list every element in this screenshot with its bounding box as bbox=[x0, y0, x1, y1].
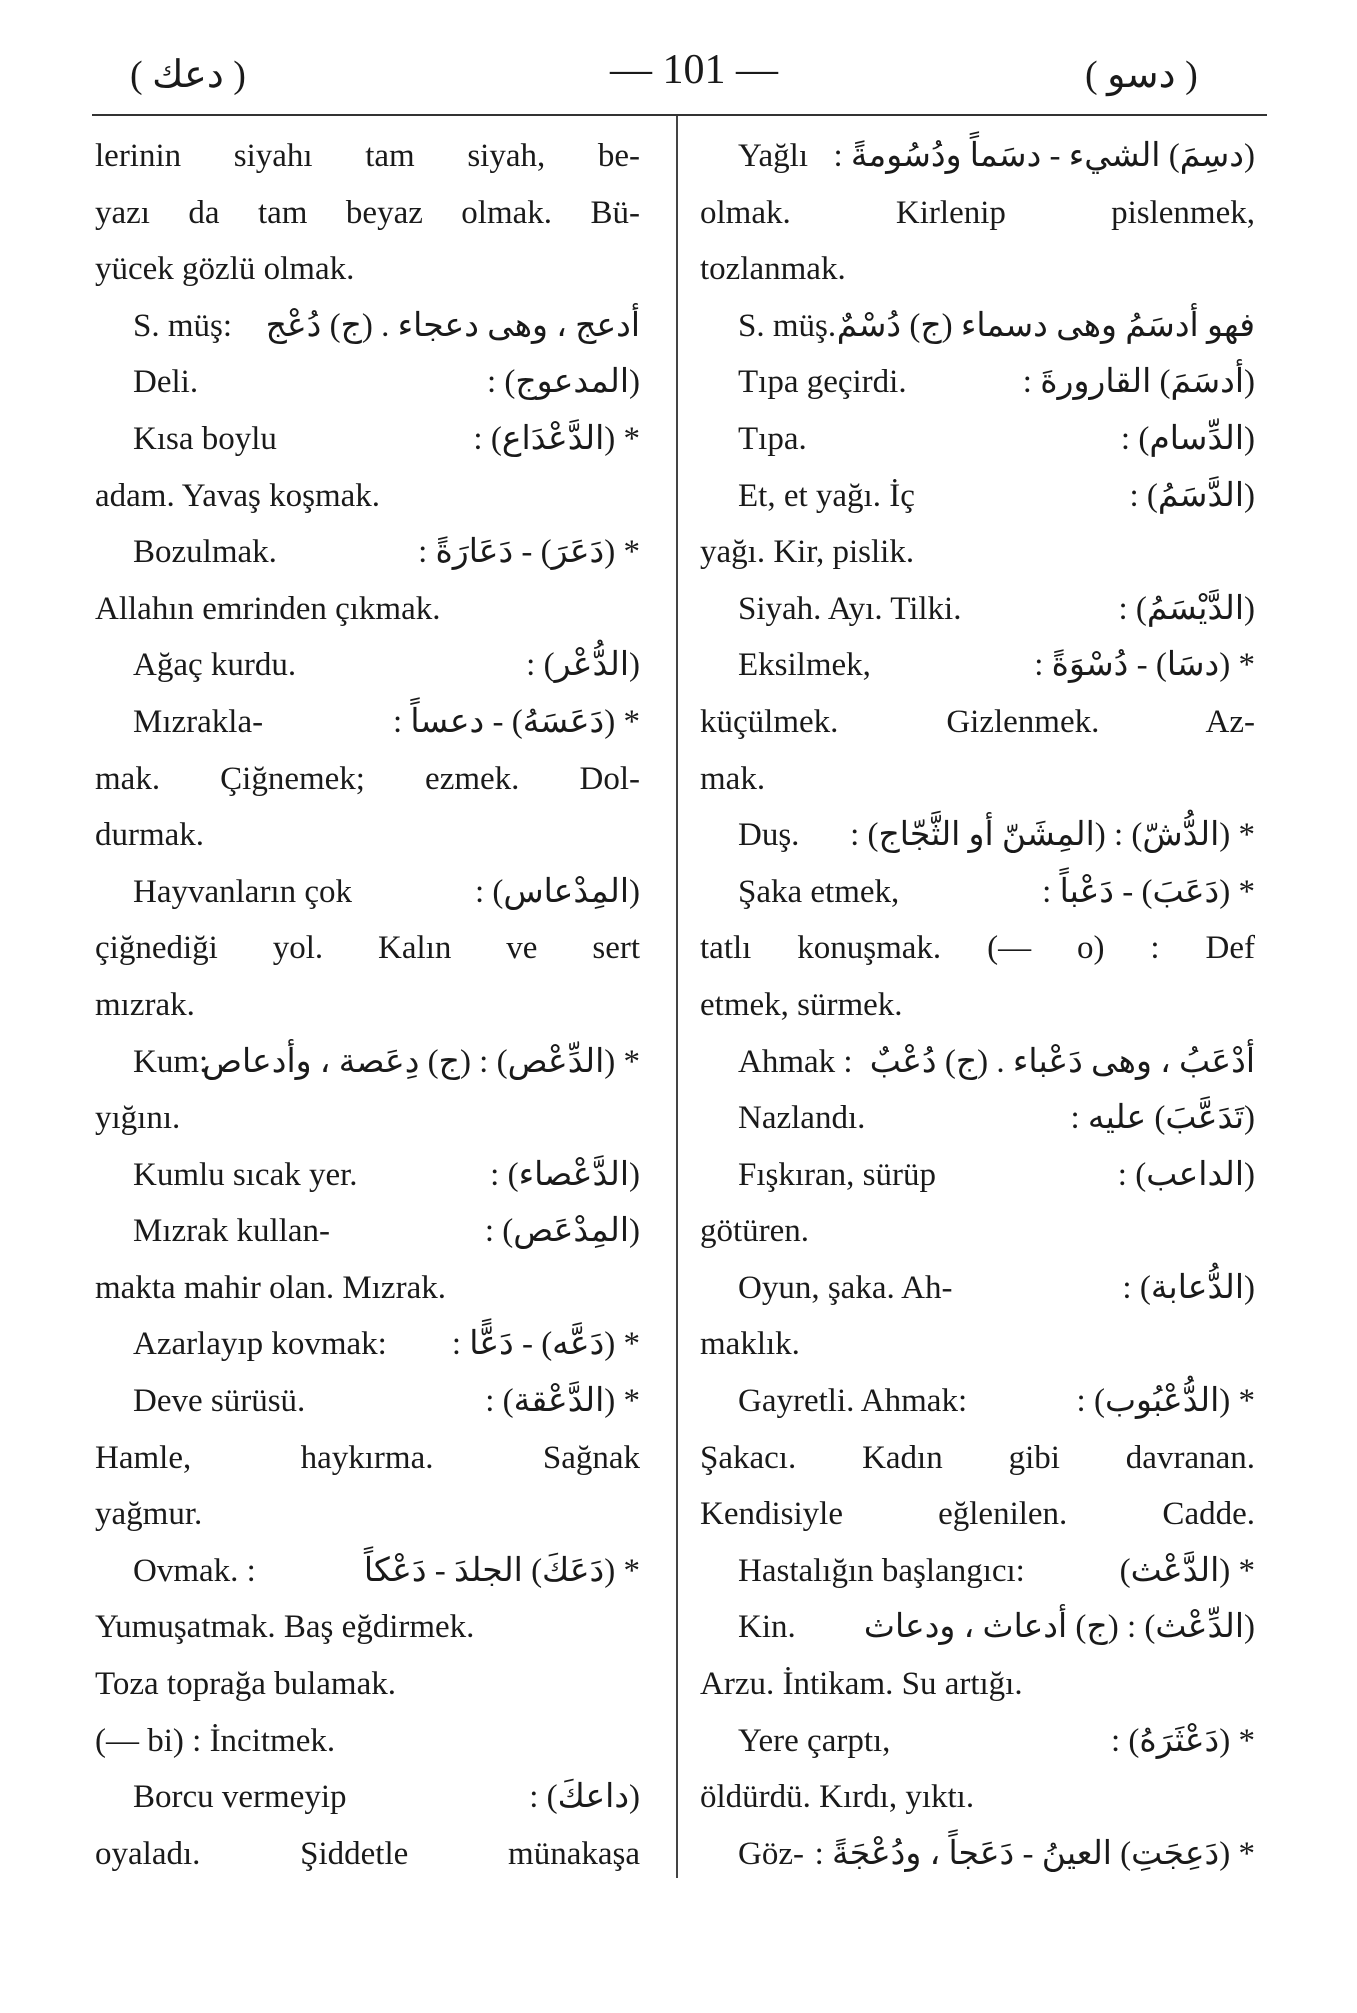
dictionary-line bbox=[95, 807, 640, 864]
dictionary-line bbox=[700, 1260, 1255, 1317]
entry-text: Yere çarptı, bbox=[738, 1722, 891, 1759]
dictionary-line bbox=[700, 298, 1255, 355]
entry-text: Deli. bbox=[133, 364, 199, 401]
arabic-headword: * (الدِّعْص) : (ج) دِعَصة ، وأدعاص bbox=[202, 1043, 640, 1080]
entry-text: Tıpa. bbox=[738, 420, 807, 457]
entry-text: Duş. bbox=[738, 817, 800, 854]
arabic-headword: (الدِّعْث) : (ج) أدعاث ، ودعاث bbox=[863, 1609, 1255, 1646]
entry-text: Arzu. İntikam. Su artığı. bbox=[700, 1666, 1023, 1703]
dictionary-line bbox=[700, 411, 1255, 468]
dictionary-line bbox=[700, 1090, 1255, 1147]
dictionary-line bbox=[700, 1203, 1255, 1260]
arabic-headword: (المدعوج) : bbox=[486, 364, 640, 401]
entry-text: Kin. bbox=[738, 1609, 796, 1646]
entry-text: yığını. bbox=[95, 1100, 181, 1137]
arabic-headword: * (الدَّعْدَاع) : bbox=[473, 420, 640, 457]
entry-text: S. müş: bbox=[133, 307, 233, 344]
dictionary-line bbox=[95, 1203, 640, 1260]
entry-text: Borcu vermeyip bbox=[133, 1779, 347, 1816]
dictionary-line bbox=[95, 1260, 640, 1317]
entry-text: Yumuşatmak. Baş eğdirmek. bbox=[95, 1609, 475, 1646]
entry-text: S. müş. bbox=[738, 307, 837, 344]
entry-text: (— bi) : İncitmek. bbox=[95, 1722, 336, 1759]
entry-text: etmek, sürmek. bbox=[700, 986, 903, 1023]
entry-text: olmak. Kirlenip pislenmek, bbox=[700, 194, 1255, 231]
entry-text: Siyah. Ayı. Tilki. bbox=[738, 590, 962, 627]
entry-text: yağı. Kir, pislik. bbox=[700, 534, 915, 571]
arabic-headword: أدعج ، وهى دعجاء . (ج) دُعْج bbox=[265, 307, 640, 344]
dictionary-line bbox=[95, 411, 640, 468]
entry-text: oyaladı. Şiddetle münakaşa bbox=[95, 1835, 640, 1872]
entry-text: öldürdü. Kırdı, yıktı. bbox=[700, 1779, 975, 1816]
entry-text: küçülmek. Gizlenmek. Az- bbox=[700, 703, 1255, 740]
entry-text: Fışkıran, sürüp bbox=[738, 1156, 936, 1193]
dictionary-line bbox=[700, 864, 1255, 921]
dictionary-line bbox=[95, 694, 640, 751]
dictionary-line bbox=[95, 1430, 640, 1487]
entry-text: Kendisiyle eğlenilen. Cadde. bbox=[700, 1496, 1255, 1533]
arabic-headword: * (دَعَكَ) الجلدَ - دَعْكاً bbox=[363, 1552, 640, 1589]
dictionary-line bbox=[700, 128, 1255, 185]
arabic-headword: فهو أدسَمُ وهى دسماء (ج) دُسْمٌ bbox=[836, 307, 1255, 344]
arabic-headword: (الداعب) : bbox=[1117, 1156, 1255, 1193]
entry-text: durmak. bbox=[95, 817, 205, 854]
entry-text: Hastalığın başlangıcı: bbox=[738, 1552, 1025, 1589]
arabic-headword: (داعكَ) : bbox=[529, 1779, 640, 1816]
dictionary-line bbox=[700, 1430, 1255, 1487]
entry-text: götüren. bbox=[700, 1213, 810, 1250]
entry-text: yücek gözlü olmak. bbox=[95, 251, 355, 288]
entry-text: Hayvanların çok bbox=[133, 873, 352, 910]
dictionary-line bbox=[95, 468, 640, 525]
dictionary-line bbox=[95, 637, 640, 694]
dictionary-line bbox=[700, 1486, 1255, 1543]
arabic-headword: * (دَعَرَ) - دَعَارَةً : bbox=[418, 534, 640, 571]
entry-text: Ovmak. : bbox=[133, 1552, 256, 1589]
entry-text: Yağlı bbox=[738, 138, 809, 174]
dictionary-line bbox=[700, 1599, 1255, 1656]
entry-text: maklık. bbox=[700, 1326, 800, 1363]
entry-text: Gayretli. Ahmak: bbox=[738, 1383, 968, 1420]
entry-text: Kumlu sıcak yer. bbox=[133, 1156, 358, 1193]
header-rule bbox=[92, 114, 1267, 116]
entry-text: mızrak. bbox=[95, 986, 195, 1023]
arabic-headword: (الدَّيْسَمُ) : bbox=[1118, 590, 1255, 627]
arabic-headword: (الدَّسَمُ) : bbox=[1129, 477, 1255, 514]
dictionary-line bbox=[700, 1147, 1255, 1204]
column-divider bbox=[676, 116, 678, 1878]
entry-text: Ağaç kurdu. bbox=[133, 647, 297, 684]
dictionary-line bbox=[700, 807, 1255, 864]
arabic-headword: (الدُّعْر) : bbox=[526, 647, 640, 684]
entry-text: Bozulmak. bbox=[133, 534, 277, 571]
dictionary-line bbox=[95, 1090, 640, 1147]
header-left-guide-word: ( دعك ) bbox=[130, 54, 246, 96]
dictionary-line bbox=[700, 524, 1255, 581]
dictionary-line bbox=[95, 1826, 640, 1883]
arabic-headword: (الدَّعْصاء) : bbox=[490, 1156, 640, 1193]
right-column bbox=[700, 128, 1255, 1882]
arabic-headword: * (الدُّعْبُوب) : bbox=[1076, 1383, 1255, 1420]
dictionary-line bbox=[95, 1769, 640, 1826]
entry-text: Azarlayıp kovmak: bbox=[133, 1326, 387, 1363]
entry-text: yağmur. bbox=[95, 1496, 203, 1533]
dictionary-line bbox=[95, 241, 640, 298]
arabic-headword: * (دسَا) - دُسْوَةً : bbox=[1034, 647, 1255, 684]
header-right-guide-word: ( دسو ) bbox=[1085, 54, 1198, 96]
entry-text: Eksilmek, bbox=[738, 647, 871, 684]
entry-text: adam. Yavaş koşmak. bbox=[95, 477, 381, 514]
arabic-headword: (أدسَمَ) القارورةَ : bbox=[1022, 364, 1255, 401]
page-header bbox=[0, 0, 1357, 100]
dictionary-line bbox=[95, 354, 640, 411]
dictionary-line bbox=[95, 977, 640, 1034]
arabic-headword: أدْعَبُ ، وهى دَعْباء . (ج) دُعْبٌ bbox=[869, 1043, 1255, 1080]
entry-text: Deve sürüsü. bbox=[133, 1383, 306, 1420]
arabic-headword: * (الدُّشّ) : (المِشَنّ أو الثَّجّاج) : bbox=[850, 817, 1255, 854]
page-number: — 101 — bbox=[610, 47, 778, 93]
dictionary-line bbox=[700, 1373, 1255, 1430]
dictionary-line bbox=[700, 1769, 1255, 1826]
arabic-headword: (المِدْعاس) : bbox=[474, 873, 640, 910]
arabic-headword: (دسِمَ) الشيء - دسَماً ودُسُومةً : bbox=[833, 138, 1255, 174]
dictionary-line bbox=[95, 524, 640, 581]
arabic-headword: * (دَعَسَهُ) - دعساً : bbox=[392, 703, 640, 740]
entry-text: Şaka etmek, bbox=[738, 873, 900, 910]
entry-text: Mızrak kullan- bbox=[133, 1213, 331, 1250]
dictionary-line bbox=[95, 920, 640, 977]
entry-text: tatlı konuşmak. (— o) : Def bbox=[700, 930, 1255, 967]
arabic-headword: * (دَعَّه) - دَعًّا : bbox=[451, 1326, 640, 1363]
dictionary-line bbox=[700, 1826, 1255, 1883]
dictionary-line bbox=[700, 977, 1255, 1034]
dictionary-line bbox=[95, 751, 640, 808]
arabic-headword: * (الدَّعْث) bbox=[1119, 1552, 1255, 1589]
dictionary-line bbox=[95, 581, 640, 638]
dictionary-line bbox=[95, 128, 640, 185]
entry-text: Allahın emrinden çıkmak. bbox=[95, 590, 441, 627]
dictionary-line bbox=[95, 1034, 640, 1091]
entry-text: Tıpa geçirdi. bbox=[738, 364, 907, 401]
dictionary-line bbox=[95, 1373, 640, 1430]
entry-text: Ahmak : bbox=[738, 1043, 853, 1080]
entry-text: Et, et yağı. İç bbox=[738, 477, 915, 514]
dictionary-line bbox=[700, 751, 1255, 808]
entry-text: Göz- bbox=[738, 1835, 804, 1872]
arabic-headword: (الدِّسام) : bbox=[1120, 420, 1255, 457]
dictionary-line bbox=[700, 1543, 1255, 1600]
dictionary-line bbox=[700, 1034, 1255, 1091]
entry-text: Oyun, şaka. Ah- bbox=[738, 1269, 953, 1306]
entry-text: mak. Çiğnemek; ezmek. Dol- bbox=[95, 760, 640, 797]
arabic-headword: (تَدَعَّبَ) عليه : bbox=[1070, 1100, 1255, 1137]
arabic-headword: (الدُّعابة) : bbox=[1122, 1269, 1255, 1306]
dictionary-line bbox=[700, 185, 1255, 242]
dictionary-line bbox=[700, 1713, 1255, 1770]
entry-text: Hamle, haykırma. Sağnak bbox=[95, 1439, 640, 1476]
entry-text: tozlanmak. bbox=[700, 251, 846, 288]
dictionary-line bbox=[95, 864, 640, 921]
entry-text: lerinin siyahı tam siyah, be- bbox=[95, 138, 640, 174]
dictionary-line bbox=[700, 581, 1255, 638]
dictionary-line bbox=[700, 354, 1255, 411]
entry-text: Kum: bbox=[133, 1043, 209, 1080]
dictionary-line bbox=[95, 298, 640, 355]
entry-text: Kısa boylu bbox=[133, 420, 277, 457]
dictionary-line bbox=[95, 185, 640, 242]
arabic-headword: * (دَعَبَ) - دَعْباً : bbox=[1042, 873, 1255, 910]
dictionary-line bbox=[95, 1316, 640, 1373]
dictionary-line bbox=[95, 1543, 640, 1600]
entry-text: Mızrakla- bbox=[133, 703, 264, 740]
entry-text: çiğnediği yol. Kalın ve sert bbox=[95, 930, 640, 967]
dictionary-line bbox=[700, 1316, 1255, 1373]
dictionary-line bbox=[700, 468, 1255, 525]
dictionary-line bbox=[700, 1656, 1255, 1713]
dictionary-line bbox=[95, 1147, 640, 1204]
dictionary-line bbox=[700, 637, 1255, 694]
dictionary-line bbox=[700, 241, 1255, 298]
entry-text: yazı da tam beyaz olmak. Bü- bbox=[95, 194, 640, 231]
arabic-headword: (المِدْعَص) : bbox=[484, 1213, 640, 1250]
dictionary-line bbox=[95, 1599, 640, 1656]
dictionary-line bbox=[95, 1486, 640, 1543]
dictionary-line bbox=[700, 694, 1255, 751]
entry-text: Şakacı. Kadın gibi davranan. bbox=[700, 1439, 1255, 1476]
entry-text: makta mahir olan. Mızrak. bbox=[95, 1269, 446, 1306]
arabic-headword: * (دَعِجَتِ) العينُ - دَعَجاً ، ودُعْجَةً : bbox=[814, 1835, 1255, 1872]
dictionary-line bbox=[95, 1656, 640, 1713]
arabic-headword: * (دَعْثَرَهُ) : bbox=[1111, 1722, 1255, 1759]
entry-text: Nazlandı. bbox=[738, 1100, 866, 1137]
left-column bbox=[95, 128, 640, 1882]
entry-text: Toza toprağa bulamak. bbox=[95, 1666, 396, 1703]
arabic-headword: * (الدَّعْقة) : bbox=[485, 1383, 640, 1420]
entry-text: mak. bbox=[700, 760, 766, 797]
dictionary-line bbox=[95, 1713, 640, 1770]
dictionary-line bbox=[700, 920, 1255, 977]
